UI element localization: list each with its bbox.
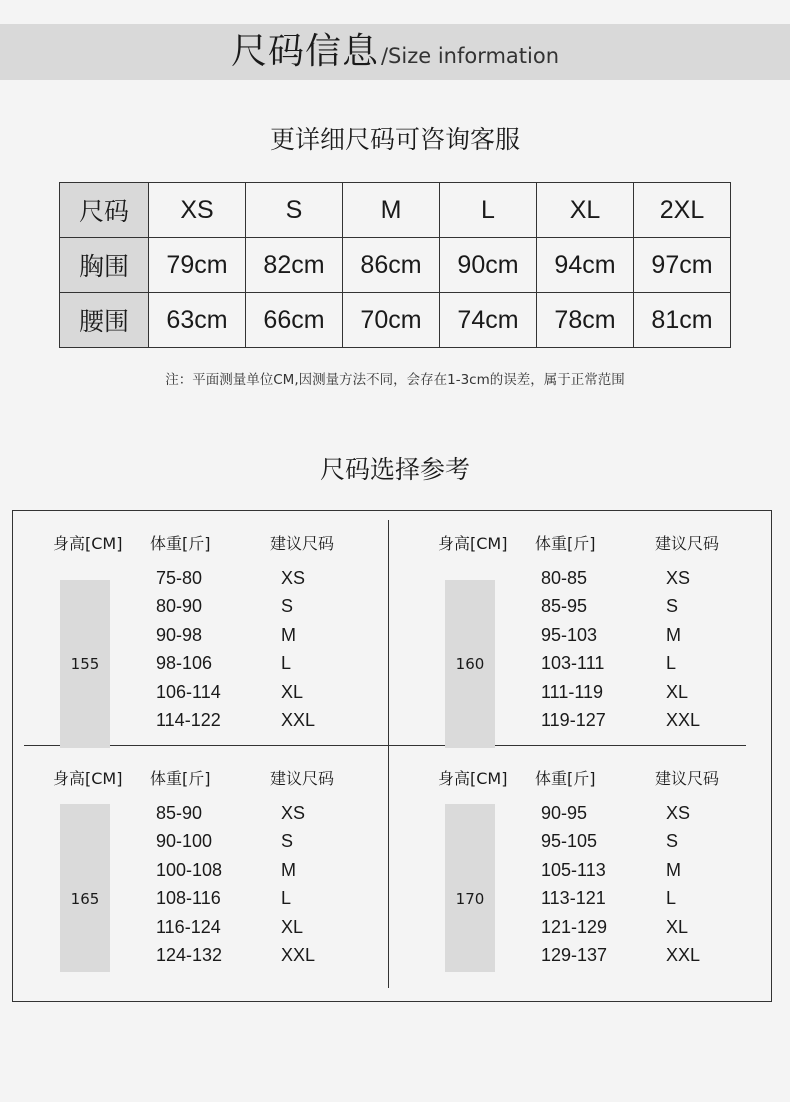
measure-cell: 94cm xyxy=(537,238,634,293)
measurement-note: 注：平面测量单位CM,因测量方法不同，会存在1-3cm的误差，属于正常范围 xyxy=(165,372,625,388)
size-value: XS xyxy=(666,568,691,588)
weight-range: 124-132 xyxy=(156,945,223,965)
size-value: S xyxy=(666,596,679,616)
weight-range: 95-103 xyxy=(541,625,598,645)
size-value: L xyxy=(281,888,292,908)
reference-block-155 xyxy=(53,531,413,751)
size-value: XL xyxy=(281,917,304,937)
row-label: 腰围 xyxy=(60,293,149,348)
size-header: 建议尺码 xyxy=(655,534,720,553)
weight-range: 90-95 xyxy=(541,803,588,823)
measure-cell: 78cm xyxy=(537,293,634,348)
weight-header: 体重[斤] xyxy=(535,769,596,788)
page-subtitle: /Size information xyxy=(380,44,560,68)
measure-cell: 90cm xyxy=(440,238,537,293)
title-row xyxy=(0,24,790,80)
height-bar xyxy=(60,804,110,972)
size-value: XL xyxy=(666,682,689,702)
measure-cell: 70cm xyxy=(343,293,440,348)
reference-title: 尺码选择参考 xyxy=(319,455,470,484)
size-value: M xyxy=(281,860,296,880)
size-table xyxy=(59,182,731,348)
row-label: 胸围 xyxy=(60,238,149,293)
weight-range: 75-80 xyxy=(156,568,203,588)
size-header: 建议尺码 xyxy=(270,534,335,553)
weight-header: 体重[斤] xyxy=(535,534,596,553)
row-label: 尺码 xyxy=(60,183,149,238)
size-value: XXL xyxy=(281,945,316,965)
weight-range: 129-137 xyxy=(541,945,608,965)
measure-cell: 97cm xyxy=(634,238,731,293)
height-header: 身高[CM] xyxy=(53,769,123,788)
size-cell: XS xyxy=(149,183,246,238)
size-value: XS xyxy=(281,803,306,823)
size-header: 建议尺码 xyxy=(270,769,335,788)
size-table-row-waist xyxy=(60,293,731,348)
measure-cell: 79cm xyxy=(149,238,246,293)
weight-range: 121-129 xyxy=(541,917,608,937)
weight-range: 90-98 xyxy=(156,625,203,645)
weight-range: 80-90 xyxy=(156,596,203,616)
reference-block-170 xyxy=(438,766,790,986)
weight-header: 体重[斤] xyxy=(150,769,211,788)
weight-range: 105-113 xyxy=(541,860,606,880)
reference-block-160 xyxy=(438,531,790,751)
size-value: XXL xyxy=(666,710,701,730)
weight-range: 103-111 xyxy=(541,653,605,673)
page-title: 尺码信息 xyxy=(230,31,379,72)
measure-cell: 86cm xyxy=(343,238,440,293)
height-value: 155 xyxy=(70,655,100,673)
weight-range: 106-114 xyxy=(156,682,221,702)
size-value: XS xyxy=(666,803,691,823)
size-value: XXL xyxy=(666,945,701,965)
size-value: S xyxy=(666,831,679,851)
size-value: L xyxy=(666,888,677,908)
size-value: S xyxy=(281,831,294,851)
weight-range: 98-106 xyxy=(156,653,213,673)
height-bar xyxy=(445,804,495,972)
measure-cell: 66cm xyxy=(246,293,343,348)
size-cell: 2XL xyxy=(634,183,731,238)
size-value: XL xyxy=(666,917,689,937)
size-value: M xyxy=(281,625,296,645)
height-header: 身高[CM] xyxy=(438,534,508,553)
size-table-row-chest xyxy=(60,238,731,293)
height-value: 170 xyxy=(455,890,485,908)
size-value: S xyxy=(281,596,294,616)
consult-text: 更详细尺码可咨询客服 xyxy=(269,125,520,154)
size-value: M xyxy=(666,625,681,645)
weight-range: 95-105 xyxy=(541,831,598,851)
height-value: 165 xyxy=(70,890,100,908)
size-value: XXL xyxy=(281,710,316,730)
height-value: 160 xyxy=(455,655,485,673)
weight-range: 90-100 xyxy=(156,831,213,851)
measure-cell: 82cm xyxy=(246,238,343,293)
size-value: L xyxy=(281,653,292,673)
weight-range: 116-124 xyxy=(156,917,221,937)
size-cell: L xyxy=(440,183,537,238)
size-header: 建议尺码 xyxy=(655,769,720,788)
size-value: XS xyxy=(281,568,306,588)
weight-range: 100-108 xyxy=(156,860,223,880)
size-value: M xyxy=(666,860,681,880)
weight-range: 85-95 xyxy=(541,596,588,616)
size-value: L xyxy=(666,653,677,673)
weight-range: 113-121 xyxy=(541,888,606,908)
height-header: 身高[CM] xyxy=(53,534,123,553)
weight-range: 114-122 xyxy=(156,710,221,730)
weight-range: 108-116 xyxy=(156,888,221,908)
size-value: XL xyxy=(281,682,304,702)
height-header: 身高[CM] xyxy=(438,769,508,788)
measure-cell: 81cm xyxy=(634,293,731,348)
weight-range: 80-85 xyxy=(541,568,588,588)
weight-header: 体重[斤] xyxy=(150,534,211,553)
weight-range: 111-119 xyxy=(541,682,604,702)
size-cell: XL xyxy=(537,183,634,238)
weight-range: 119-127 xyxy=(541,710,606,730)
size-table-header-row xyxy=(60,183,731,238)
measure-cell: 74cm xyxy=(440,293,537,348)
size-cell: S xyxy=(246,183,343,238)
measure-cell: 63cm xyxy=(149,293,246,348)
size-cell: M xyxy=(343,183,440,238)
reference-block-165 xyxy=(53,766,413,986)
weight-range: 85-90 xyxy=(156,803,203,823)
